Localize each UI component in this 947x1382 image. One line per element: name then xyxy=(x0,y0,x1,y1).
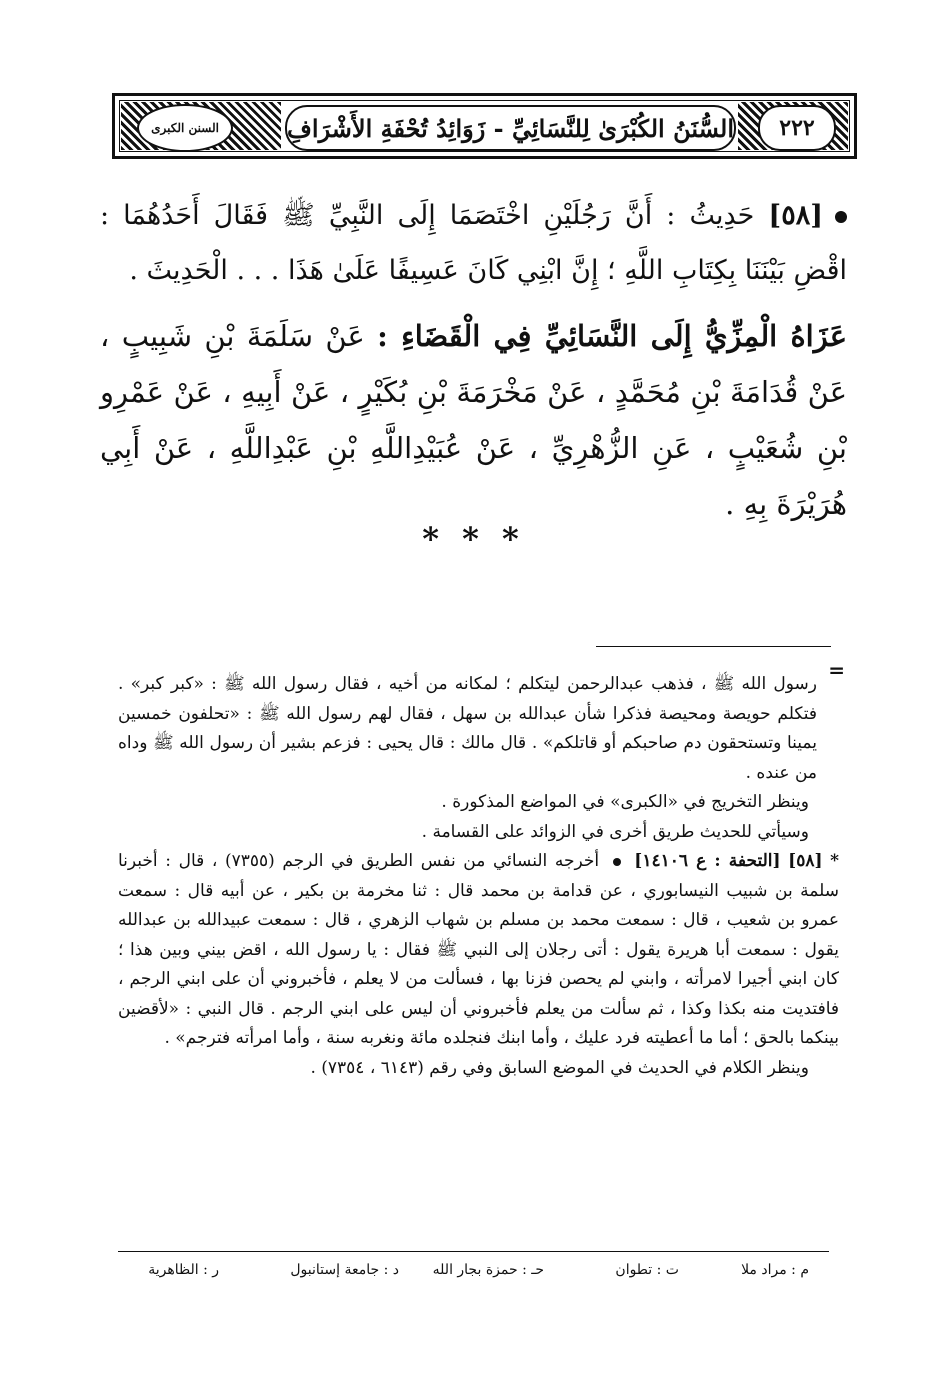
hadith-paragraph xyxy=(100,188,847,298)
footnotes xyxy=(118,670,840,1083)
running-title: السُّنَنُ الكُبْرَىٰ لِلنَّسَائِيِّ - زَوَائِدُ تُحْفَةِ الأَشْرَافِ xyxy=(285,105,736,151)
footnote-see-line: وينظر الكلام في الحديث في الموضع السابق وفي رقم (٦١٤٣ ، ٧٣٥٤) . xyxy=(310,1057,809,1078)
attribution-text: عَنْ سَلَمَةَ بْنِ شَبِيبٍ ، عَنْ قُدَامَةَ بْنِ مُحَمَّدٍ ، عَنْ مَخْرَمَةَ بْنِ بُكَيْرٍ ، عَنْ أَبِيهِ ، عَنْ عَمْرِو بْنِ شُعَيْبٍ ، عَنِ الزُّهْرِيِّ ، عَنْ عُبَيْدِاللَّهِ بْنِ عَبْدِاللَّهِ ، عَنْ أَبِي هُرَيْرَةَ بِهِ . xyxy=(100,319,847,521)
footnote-rule xyxy=(596,646,831,647)
legend-rule xyxy=(118,1251,829,1252)
series-logo: السنن الكبرى xyxy=(137,104,233,152)
hadith-text: حَدِيثُ : أَنَّ رَجُلَيْنِ اخْتَصَمَا إِلَى النَّبِيِّ ﷺ فَقَالَ أَحَدُهُمَا : اقْضِ بَيْنَنَا بِكِتَابِ اللَّهِ ؛ إِنَّ ابْنِي كَانَ عَسِيفًا عَلَىٰ هَذَا . . . الْحَدِيثَ . xyxy=(100,200,847,286)
footnote-see-line: وسيأتي للحديث طريق أخرى في الزوائد على القسامة . xyxy=(421,821,809,842)
tuhfa-reference: [التحفة : ع ١٤١٠٦] xyxy=(634,851,781,871)
bullet-icon xyxy=(613,858,621,866)
footnote-58-text: أخرجه النسائي من نفس الطريق في الرجم (٧٣٥٥) ، قال : أخبرنا سلمة بن شبيب النيسابوري ، عن قدامة بن محمد قال : ثنا مخرمة بن بكير ، عن أبيه قال : سمعت عمرو بن شعيب ، قال : سمعت محمد بن مسلم بن شهاب الزهري ، قال : سمعت عبيدالله بن عبدالله يقول : سمعت أبا هريرة يقول : أتى رجلان إلى النبي ﷺ فقال : يا رسول الله ، اقض بيني وبين هذا ؛ كان ابني أجيرا لامرأته ، وابني لم يحصن فزنا بها ، فسألت من لا يعلم ، فأخبروني أن على ابني الرجم ، فافتديت منه بكذا وكذا ، ثم سألت من يعلم فأخبروني أن ليس على ابني الرجم . قال النبي : «لأقضين بينكما بالحق ؛ أما ما أعطيته فرد عليك ، وأما ابنك فنجلده مائة ونغربه سنة ، وأما امرأته فترجم» . xyxy=(118,851,839,1048)
attribution-paragraph xyxy=(100,308,847,532)
page-header xyxy=(112,93,857,159)
legend-item: م : مراد ملا xyxy=(741,1262,809,1278)
bullet-icon xyxy=(835,211,847,223)
footnote-58 xyxy=(118,847,839,1054)
footnote-star: * xyxy=(830,851,840,871)
legend-item: ت : تطوان xyxy=(615,1262,679,1278)
main-text xyxy=(100,188,847,532)
footnote-continued-text: رسول الله ﷺ ، فذهب عبدالرحمن ليتكلم ؛ لمكانه من أخيه ، فقال رسول الله ﷺ : «كبر كبر» . فتكلم حويصة ومحيصة فذكرا شأن عبدالله بن سهل ، فقال لهم رسول الله ﷺ : «تحلفون خمسين يمينا وتستحقون دم صاحبكم أو قاتلكم» . قال مالك : قال يحيى : فزعم بشير أن رسول الله ﷺ وداه من عنده . xyxy=(118,674,817,783)
attribution-heading: عَزَاهُ الْمِزِّيُّ إِلَى النَّسَائِيِّ فِي الْقَضَاءِ : xyxy=(377,319,848,353)
section-separator: * * * xyxy=(422,520,525,558)
hadith-number: [٥٨] xyxy=(768,200,823,231)
manuscript-legend xyxy=(118,1262,829,1288)
legend-item: ر : الظاهرية xyxy=(148,1262,219,1278)
page-number: ٢٢٢ xyxy=(758,105,836,151)
legend-item: د : جامعة إستانبول xyxy=(290,1262,399,1278)
continuation-mark: = xyxy=(828,658,845,682)
legend-item: حـ : حمزة بجار الله xyxy=(432,1262,544,1278)
footnote-see-line: وينظر التخريج في «الكبرى» في المواضع المذكورة . xyxy=(441,792,809,812)
footnote-number: [٥٨] xyxy=(788,851,823,871)
